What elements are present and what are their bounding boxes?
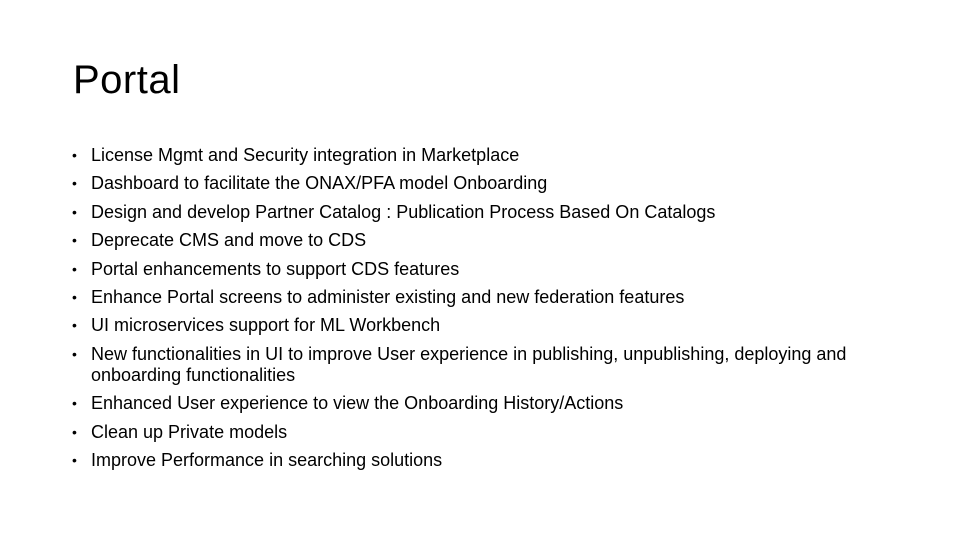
bullet-item — [72, 422, 892, 443]
bullet-item — [72, 259, 892, 280]
bullet-icon: • — [72, 260, 77, 277]
bullet-item — [72, 173, 892, 194]
bullet-item — [72, 287, 892, 308]
bullet-icon: • — [72, 232, 77, 249]
slide-title: Portal — [73, 58, 181, 102]
bullet-icon: • — [72, 451, 77, 468]
bullet-item — [72, 315, 892, 336]
bullet-icon: • — [72, 288, 77, 305]
bullet-icon: • — [72, 345, 77, 362]
bullet-item — [72, 450, 892, 471]
bullet-icon: • — [72, 395, 77, 412]
bullet-item — [72, 145, 892, 166]
bullet-list — [72, 145, 892, 478]
bullet-text: Deprecate CMS and move to CDS — [91, 230, 367, 251]
bullet-item — [72, 344, 892, 386]
bullet-text: New functionalities in UI to improve User experience in publishing, unpublishing, deploying and onboarding functionalities — [91, 343, 847, 385]
bullet-icon: • — [72, 423, 77, 440]
bullet-text: License Mgmt and Security integration in Marketplace — [91, 145, 520, 165]
bullet-item — [72, 202, 892, 223]
bullet-text: Portal enhancements to support CDS features — [91, 258, 460, 279]
bullet-text: Dashboard to facilitate the ONAX/PFA model Onboarding — [91, 173, 548, 194]
bullet-icon: • — [72, 175, 77, 192]
bullet-item — [72, 230, 892, 251]
bullet-text: Improve Performance in searching solutions — [91, 449, 443, 470]
bullet-text: Clean up Private models — [91, 421, 288, 442]
bullet-icon: • — [72, 203, 77, 220]
bullet-text: UI microservices support for ML Workbench — [91, 315, 441, 336]
bullet-text: Enhanced User experience to view the Onboarding History/Actions — [91, 393, 624, 414]
bullet-item — [72, 393, 892, 414]
bullet-text: Design and develop Partner Catalog : Publication Process Based On Catalogs — [91, 201, 716, 222]
bullet-icon: • — [72, 147, 77, 163]
bullet-icon: • — [72, 317, 77, 334]
bullet-text: Enhance Portal screens to administer existing and new federation features — [91, 286, 685, 307]
